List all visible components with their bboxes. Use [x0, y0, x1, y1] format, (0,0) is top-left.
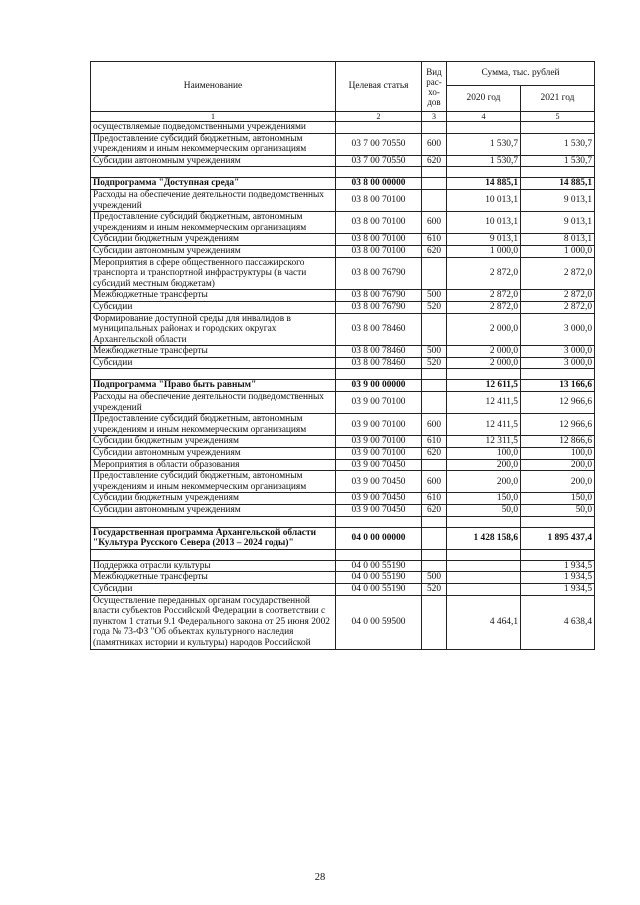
row-expense-type: 620: [422, 505, 447, 517]
row-expense-type: 500: [422, 346, 447, 358]
table-row: [91, 155, 595, 167]
spacer-row: [91, 549, 595, 560]
header-target-article: Целевая статья: [336, 62, 422, 112]
row-expense-type: 520: [422, 301, 447, 313]
row-expense-type: 500: [422, 290, 447, 302]
row-value-2020: 200,0: [447, 459, 521, 471]
spacer-row: [91, 369, 595, 380]
subprogram-row: [91, 380, 595, 392]
row-name: Мероприятия в области образования: [91, 459, 336, 471]
row-expense-type: 600: [422, 212, 447, 234]
row-value-2021: 8 013,1: [521, 234, 595, 246]
row-value-2020: 2 872,0: [447, 257, 521, 290]
column-number-1: 1: [91, 112, 336, 122]
table-row: [91, 313, 595, 346]
row-name: Субсидии бюджетным учреждениям: [91, 234, 336, 246]
table-row: [91, 290, 595, 302]
row-expense-type: [422, 527, 447, 549]
row-name: Формирование доступной среды для инвалидов в муниципальных районах и городских округах Архангельской области: [91, 313, 336, 346]
row-value-2021: 50,0: [521, 505, 595, 517]
row-name: Субсидии бюджетным учреждениям: [91, 436, 336, 448]
row-value-2021: 12 966,6: [521, 392, 595, 414]
row-code: 04 0 00 55190: [336, 572, 422, 584]
row-value-2020: 2 872,0: [447, 290, 521, 302]
header-sum: Сумма, тыс. рублей: [447, 62, 595, 86]
row-name: Подпрограмма "Право быть равным": [91, 380, 336, 392]
row-expense-type: [422, 257, 447, 290]
row-value-2021: 200,0: [521, 471, 595, 493]
row-value-2020: [447, 583, 521, 595]
row-code: 03 7 00 70550: [336, 133, 422, 155]
row-expense-type: 600: [422, 471, 447, 493]
budget-table: [90, 61, 595, 650]
row-value-2020: [447, 560, 521, 572]
row-value-2020: 1 530,7: [447, 133, 521, 155]
row-name: Субсидии: [91, 357, 336, 369]
row-name: Межбюджетные трансферты: [91, 290, 336, 302]
row-value-2021: 1 934,5: [521, 572, 595, 584]
row-code: 04 0 00 55190: [336, 583, 422, 595]
row-value-2020: 10 013,1: [447, 212, 521, 234]
table-row: [91, 448, 595, 460]
row-expense-type: [422, 189, 447, 211]
row-code: 03 8 00 76790: [336, 301, 422, 313]
table-row: [91, 234, 595, 246]
row-code: 04 0 00 00000: [336, 527, 422, 549]
row-value-2021: 2 872,0: [521, 290, 595, 302]
table-row: [91, 471, 595, 493]
row-value-2020: 12 611,5: [447, 380, 521, 392]
table-row: [91, 301, 595, 313]
row-value-2020: 150,0: [447, 493, 521, 505]
row-name: Государственная программа Архангельской области "Культура Русского Севера (2013 – 2024 годы)": [91, 527, 336, 549]
row-value-2021: 3 000,0: [521, 357, 595, 369]
page-number: 28: [314, 872, 326, 883]
row-code: 03 9 00 70450: [336, 505, 422, 517]
row-value-2021: 2 872,0: [521, 257, 595, 290]
row-value-2020: 4 464,1: [447, 595, 521, 649]
row-expense-type: [422, 392, 447, 414]
row-value-2021: 9 013,1: [521, 189, 595, 211]
row-value-2021: 14 885,1: [521, 178, 595, 190]
row-value-2020: 9 013,1: [447, 234, 521, 246]
row-code: 03 9 00 70100: [336, 436, 422, 448]
row-expense-type: [422, 122, 447, 134]
row-name: Предоставление субсидий бюджетным, автономным учреждениям и иным некоммерческим организациям: [91, 133, 336, 155]
column-number-4: 4: [447, 112, 521, 122]
row-expense-type: [422, 380, 447, 392]
row-value-2021: 3 000,0: [521, 313, 595, 346]
row-name: Осуществление переданных органам государственной власти субъектов Российской Федерации в соответствии с пунктом 1 статьи 9.1 Федерального закона от 25 июня 2002 года № 73-ФЗ "Об объектах культурного наследия (памятниках истории и культуры) народов Российской: [91, 595, 336, 649]
row-expense-type: [422, 178, 447, 190]
row-value-2021: 1 934,5: [521, 560, 595, 572]
table-row: [91, 212, 595, 234]
row-value-2021: 12 966,6: [521, 414, 595, 436]
row-value-2021: 1 895 437,4: [521, 527, 595, 549]
row-name: Субсидии автономным учреждениям: [91, 448, 336, 460]
row-value-2021: 3 000,0: [521, 346, 595, 358]
header-year-2020: 2020 год: [447, 86, 521, 112]
table-row: [91, 189, 595, 211]
row-value-2020: 2 872,0: [447, 301, 521, 313]
row-value-2020: 2 000,0: [447, 313, 521, 346]
column-number-5: 5: [521, 112, 595, 122]
table-row: [91, 392, 595, 414]
row-code: [336, 122, 422, 134]
table-row: [91, 493, 595, 505]
table-row: [91, 595, 595, 649]
table-row: [91, 414, 595, 436]
row-expense-type: 620: [422, 155, 447, 167]
table-row: [91, 133, 595, 155]
table-row: [91, 572, 595, 584]
row-name: Мероприятия в сфере общественного пассажирского транспорта и транспортной инфраструктуры (в части субсидий местным бюджетам): [91, 257, 336, 290]
row-value-2020: 50,0: [447, 505, 521, 517]
row-code: 03 9 00 70450: [336, 459, 422, 471]
table-row: [91, 583, 595, 595]
row-value-2020: [447, 572, 521, 584]
row-code: 03 8 00 76790: [336, 257, 422, 290]
program-row: [91, 527, 595, 549]
row-expense-type: 500: [422, 572, 447, 584]
row-name: осуществляемые подведомственными учреждениями: [91, 122, 336, 134]
row-value-2021: 1 530,7: [521, 133, 595, 155]
row-name: Подпрограмма "Доступная среда": [91, 178, 336, 190]
row-value-2020: 2 000,0: [447, 346, 521, 358]
header-year-2021: 2021 год: [521, 86, 595, 112]
row-name: Предоставление субсидий бюджетным, автономным учреждениям и иным некоммерческим организациям: [91, 471, 336, 493]
row-value-2020: 12 411,5: [447, 414, 521, 436]
row-value-2020: 2 000,0: [447, 357, 521, 369]
subprogram-row: [91, 178, 595, 190]
row-value-2020: 1 428 158,6: [447, 527, 521, 549]
row-name: Расходы на обеспечение деятельности подведомственных учреждений: [91, 392, 336, 414]
row-value-2021: 1 530,7: [521, 155, 595, 167]
row-code: 03 8 00 70100: [336, 212, 422, 234]
row-value-2021: 1 000,0: [521, 245, 595, 257]
header-name: Наименование: [91, 62, 336, 112]
row-value-2021: 1 934,5: [521, 583, 595, 595]
row-expense-type: [422, 459, 447, 471]
row-value-2020: 10 013,1: [447, 189, 521, 211]
table-row: [91, 257, 595, 290]
row-expense-type: 620: [422, 245, 447, 257]
row-code: 03 8 00 00000: [336, 178, 422, 190]
row-value-2021: 4 638,4: [521, 595, 595, 649]
row-expense-type: 610: [422, 436, 447, 448]
row-expense-type: [422, 313, 447, 346]
row-value-2020: 12 311,5: [447, 436, 521, 448]
table-row: [91, 436, 595, 448]
row-code: 03 9 00 70450: [336, 471, 422, 493]
row-value-2021: 150,0: [521, 493, 595, 505]
row-name: Поддержка отрасли культуры: [91, 560, 336, 572]
row-expense-type: 620: [422, 448, 447, 460]
row-name: Предоставление субсидий бюджетным, автономным учреждениям и иным некоммерческим организациям: [91, 414, 336, 436]
row-name: Субсидии бюджетным учреждениям: [91, 493, 336, 505]
row-code: 04 0 00 55190: [336, 560, 422, 572]
row-code: 03 8 00 70100: [336, 234, 422, 246]
row-code: 03 9 00 00000: [336, 380, 422, 392]
row-expense-type: 600: [422, 414, 447, 436]
row-expense-type: 520: [422, 357, 447, 369]
column-number-2: 2: [336, 112, 422, 122]
row-value-2020: 12 411,5: [447, 392, 521, 414]
row-value-2021: 9 013,1: [521, 212, 595, 234]
row-code: 03 8 00 76790: [336, 290, 422, 302]
row-value-2020: 14 885,1: [447, 178, 521, 190]
row-value-2020: 1 000,0: [447, 245, 521, 257]
row-value-2021: 200,0: [521, 459, 595, 471]
spacer-row: [91, 516, 595, 527]
row-code: 03 8 00 78460: [336, 346, 422, 358]
row-code: 03 8 00 70100: [336, 245, 422, 257]
column-number-3: 3: [422, 112, 447, 122]
row-name: Субсидии автономным учреждениям: [91, 155, 336, 167]
row-code: 03 9 00 70100: [336, 414, 422, 436]
row-name: Межбюджетные трансферты: [91, 346, 336, 358]
row-expense-type: [422, 560, 447, 572]
row-value-2021: 2 872,0: [521, 301, 595, 313]
row-name: Субсидии автономным учреждениям: [91, 505, 336, 517]
spacer-row: [91, 167, 595, 178]
table-row: [91, 346, 595, 358]
row-value-2021: 100,0: [521, 448, 595, 460]
row-name: Субсидии автономным учреждениям: [91, 245, 336, 257]
row-name: Расходы на обеспечение деятельности подведомственных учреждений: [91, 189, 336, 211]
row-code: 03 9 00 70450: [336, 493, 422, 505]
row-code: 03 8 00 70100: [336, 189, 422, 211]
row-code: 03 9 00 70100: [336, 448, 422, 460]
row-value-2021: [521, 122, 595, 134]
table-row: [91, 505, 595, 517]
row-code: 03 8 00 78460: [336, 357, 422, 369]
row-value-2020: 1 530,7: [447, 155, 521, 167]
row-expense-type: [422, 595, 447, 649]
row-value-2021: 12 866,6: [521, 436, 595, 448]
row-code: 03 9 00 70100: [336, 392, 422, 414]
row-value-2021: 13 166,6: [521, 380, 595, 392]
row-name: Субсидии: [91, 583, 336, 595]
row-code: 03 8 00 78460: [336, 313, 422, 346]
row-name: Субсидии: [91, 301, 336, 313]
row-expense-type: 520: [422, 583, 447, 595]
row-code: 04 0 00 59500: [336, 595, 422, 649]
row-name: Предоставление субсидий бюджетным, автономным учреждениям и иным некоммерческим организациям: [91, 212, 336, 234]
row-expense-type: 610: [422, 234, 447, 246]
table-row: [91, 122, 595, 134]
table-row: [91, 560, 595, 572]
row-code: 03 7 00 70550: [336, 155, 422, 167]
budget-table-sheet: [90, 61, 594, 650]
column-number-row: [91, 112, 595, 122]
row-name: Межбюджетные трансферты: [91, 572, 336, 584]
row-expense-type: 610: [422, 493, 447, 505]
row-value-2020: 200,0: [447, 471, 521, 493]
header-expense-type: Вид рас-хо-дов: [422, 62, 447, 112]
table-row: [91, 459, 595, 471]
row-value-2020: 100,0: [447, 448, 521, 460]
row-value-2020: [447, 122, 521, 134]
table-row: [91, 245, 595, 257]
row-expense-type: 600: [422, 133, 447, 155]
table-row: [91, 357, 595, 369]
